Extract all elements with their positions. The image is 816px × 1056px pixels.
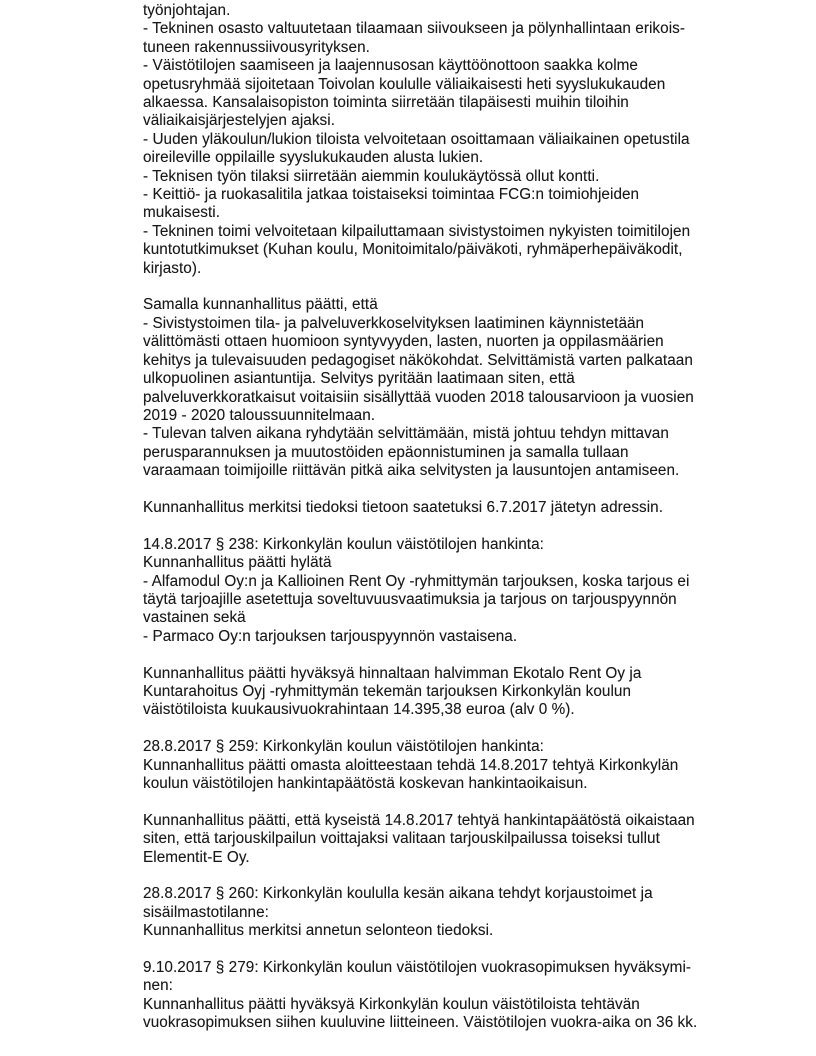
paragraph <box>143 296 771 480</box>
text-line: kirjasto). <box>143 259 202 277</box>
paragraph <box>143 499 771 517</box>
text-line: - Uuden yläkoulun/lukion tiloista velvoitetaan osoittamaan väliaikainen opetustila <box>143 130 690 148</box>
text-line: nen: <box>143 977 173 995</box>
text-line: opetusryhmää sijoitetaan Toivolan koululle väliaikaisesti heti syyslukukauden <box>143 75 666 93</box>
text-line: Kuntarahoitus Oyj -ryhmittymän tekemän tarjouksen Kirkonkylän koulun <box>143 682 632 700</box>
paragraph <box>143 885 771 940</box>
paragraph <box>143 665 771 720</box>
paragraph <box>143 959 771 1033</box>
text-line: vastainen sekä <box>143 609 246 627</box>
text-line: vuokrasopimuksen siihen kuuluvine liitteineen. Väistötilojen vuokra-aika on 36 kk. <box>143 1014 698 1032</box>
text-line: palveluverkkoratkaisut voitaisiin sisällyttää vuoden 2018 talousarvioon ja vuosien <box>143 388 694 406</box>
text-line: - Tekninen toimi velvoitetaan kilpailuttamaan sivistystoimen nykyisten toimitilojen <box>143 222 691 240</box>
text-line: tuneen rakennussiivousyrityksen. <box>143 38 370 56</box>
text-line: Kunnanhallitus päätti hyväksyä Kirkonkylän koulun väistötiloista tehtävän <box>143 995 640 1013</box>
text-line: Samalla kunnanhallitus päätti, että <box>143 296 378 314</box>
text-line: työnjohtajan. <box>143 2 231 19</box>
text-line: Kunnanhallitus päätti omasta aloitteestaan tehdä 14.8.2017 tehtyä Kirkonkylän <box>143 756 679 774</box>
text-line: 9.10.2017 § 279: Kirkonkylän koulun väistötilojen vuokrasopimuksen hyväksymi- <box>143 959 692 976</box>
text-line: varaamaan toimijoille riittävän pitkä aika selvitysten ja lausuntojen antamiseen. <box>143 462 680 480</box>
text-line: 14.8.2017 § 238: Kirkonkylän koulun väistötilojen hankinta: <box>143 535 544 553</box>
text-line: - Väistötilojen saamiseen ja laajennusosan käyttöönottoon saakka kolme <box>143 57 638 75</box>
text-line: väliaikaisjärjestelyjen ajaksi. <box>143 112 335 130</box>
text-line: kuntotutkimukset (Kuhan koulu, Monitoimitalo/päiväkoti, ryhmäperhepäiväkodit, <box>143 241 683 259</box>
text-line: - Keittiö- ja ruokasalitila jatkaa toistaiseksi toimintaa FCG:n toimiohjeiden <box>143 186 640 204</box>
paragraph <box>143 536 771 646</box>
text-line: Elementit-E Oy. <box>143 848 250 866</box>
text-line: alkaessa. Kansalaisopiston toiminta siirretään tilapäisesti muihin tiloihin <box>143 94 629 112</box>
text-line: - Tulevan talven aikana ryhdytään selvittämään, mistä johtuu tehdyn mittavan <box>143 425 669 443</box>
text-line: - Parmaco Oy:n tarjouksen tarjouspyynnön vastaisena. <box>143 627 518 645</box>
text-line: 28.8.2017 § 259: Kirkonkylän koulun väistötilojen hankinta: <box>143 738 544 756</box>
text-line: ulkopuolinen asiantuntija. Selvitys pyritään laatimaan siten, että <box>143 370 575 388</box>
text-line: Kunnanhallitus merkitsi tiedoksi tietoon saatetuksi 6.7.2017 jätetyn adressin. <box>143 498 664 516</box>
text-line: perusparannuksen ja muutostöiden epäonnistuminen ja samalla tullaan <box>143 443 629 461</box>
text-line: Kunnanhallitus merkitsi annetun selonteon tiedoksi. <box>143 922 494 940</box>
text-line: - Alfamodul Oy:n ja Kallioinen Rent Oy -ryhmittymän tarjouksen, koska tarjous ei <box>143 572 690 590</box>
text-block <box>143 2 771 1033</box>
text-line: siten, että tarjouskilpailun voittajaksi valitaan tarjouskilpailussa toiseksi tullut <box>143 830 660 848</box>
text-line: välittömästi ottaen huomioon syntyvyyden, lasten, nuorten ja oppilasmäärien <box>143 333 664 351</box>
text-line: - Teknisen työn tilaksi siirretään aiemmin koulukäytössä ollut kontti. <box>143 167 600 185</box>
text-line: - Tekninen osasto valtuutetaan tilaamaan siivoukseen ja pölynhallintaan erikois- <box>143 20 685 38</box>
text-line: oireileville oppilaille syyslukukauden alusta lukien. <box>143 149 484 167</box>
text-line: koulun väistötilojen hankintapäätöstä koskevan hankintaoikaisun. <box>143 774 588 792</box>
text-line: mukaisesti. <box>143 204 221 222</box>
text-line: täytä tarjoajille asetettuja soveltuvuusvaatimuksia ja tarjous on tarjouspyynnön <box>143 590 677 608</box>
text-line: Kunnanhallitus päätti, että kyseistä 14.8.2017 tehtyä hankintapäätöstä oikaistaan <box>143 811 695 829</box>
text-line: Kunnanhallitus päätti hylätä <box>143 554 332 572</box>
paragraph <box>143 2 771 278</box>
text-line: 28.8.2017 § 260: Kirkonkylän koululla kesän aikana tehdyt korjaustoimet ja <box>143 885 653 903</box>
text-line: sisäilmastotilanne: <box>143 903 269 921</box>
text-line: väistötiloista kuukausivuokrahintaan 14.395,38 euroa (alv 0 %). <box>143 701 575 719</box>
paragraph <box>143 812 771 867</box>
text-line: kehitys ja tulevaisuuden pedagogiset näkökohdat. Selvittämistä varten palkataan <box>143 351 693 369</box>
paragraph <box>143 738 771 793</box>
text-line: 2019 - 2020 taloussuunnitelmaan. <box>143 406 376 424</box>
text-line: - Sivistystoimen tila- ja palveluverkkoselvityksen laatiminen käynnistetään <box>143 314 645 332</box>
text-line: Kunnanhallitus päätti hyväksyä hinnaltaan halvimman Ekotalo Rent Oy ja <box>143 664 642 682</box>
